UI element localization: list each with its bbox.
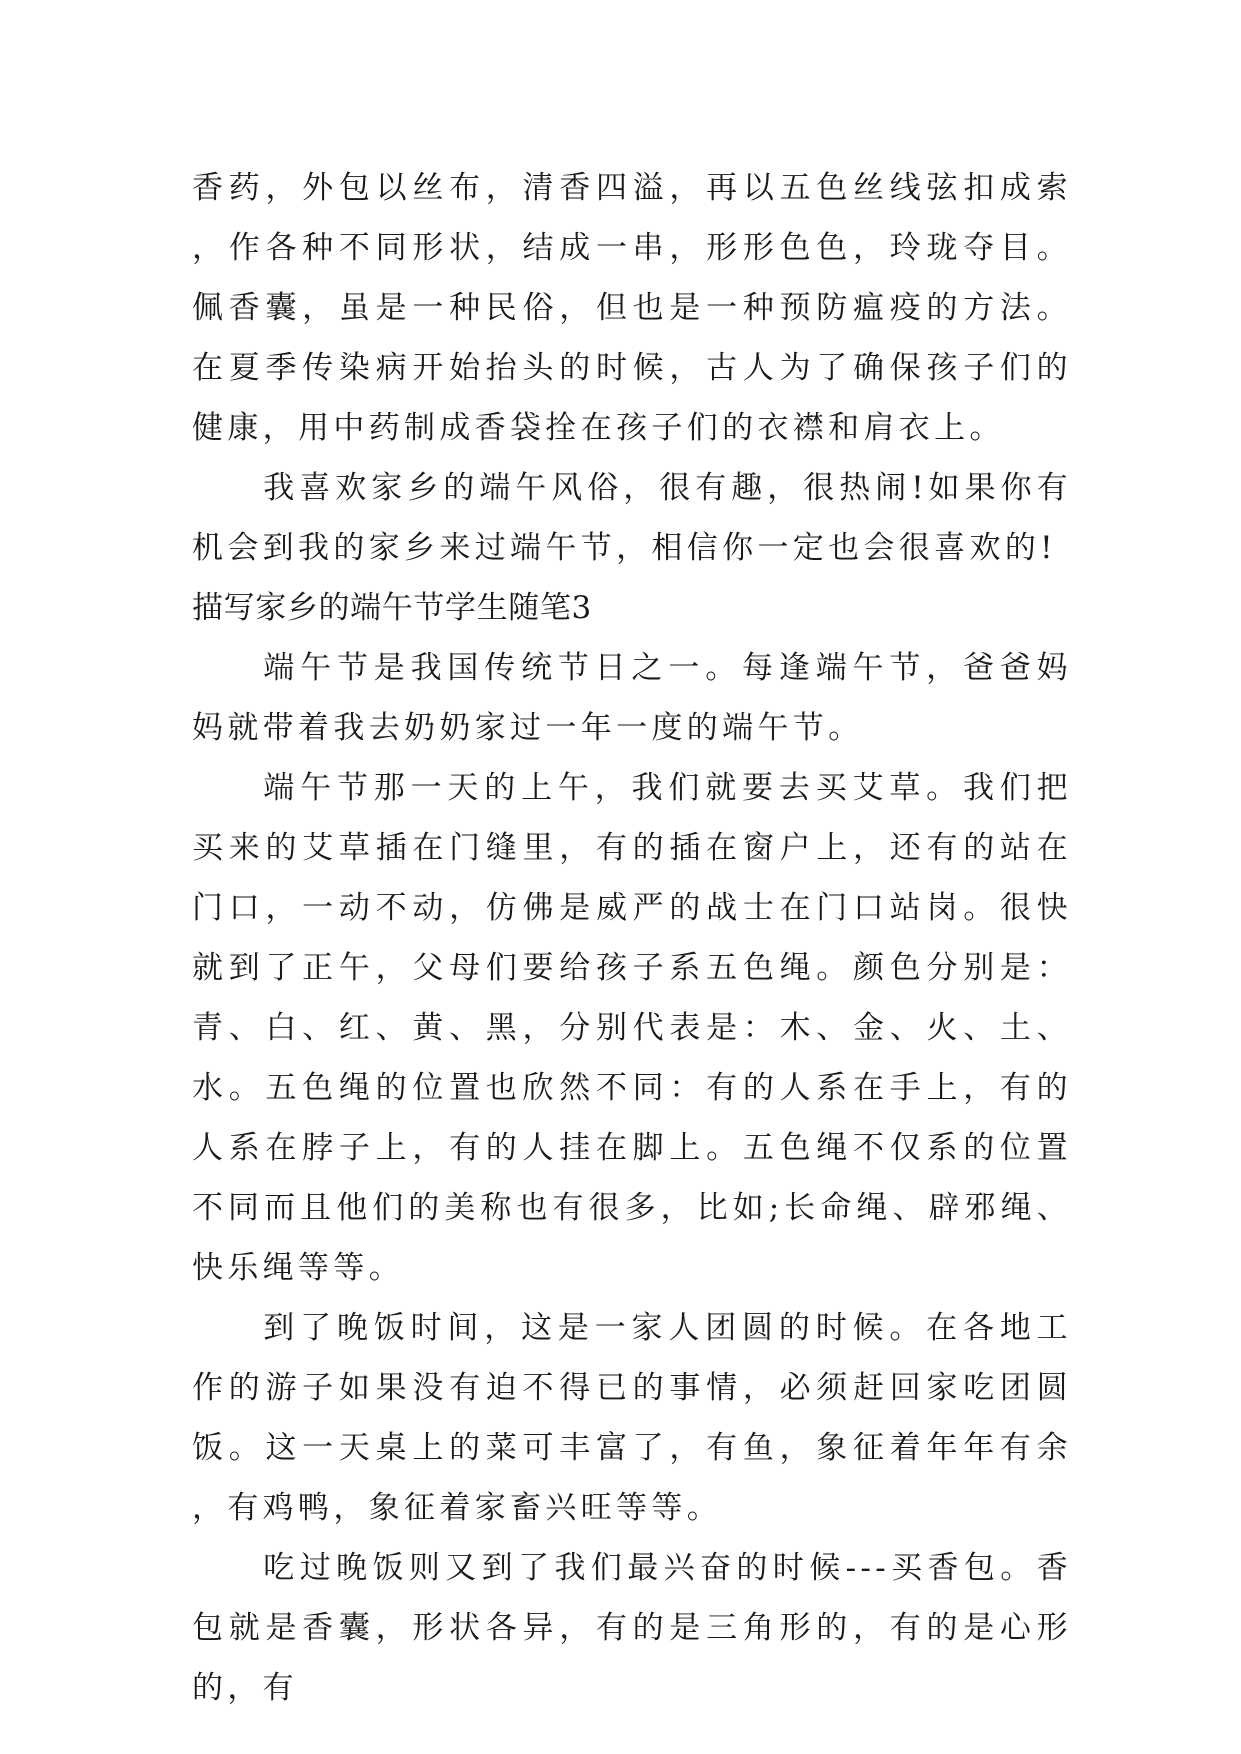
paragraph: 端午节是我国传统节日之一。每逢端午节，爸爸妈妈就带着我去奶奶家过一年一度的端午节。: [192, 650, 1072, 746]
section-title: 描写家乡的端午节学生随笔3: [192, 590, 592, 626]
paragraph: 端午节那一天的上午，我们就要去买艾草。我们把买来的艾草插在门缝里，有的插在窗户上，还有的站在门口，一动不动，仿佛是威严的战士在门口站岗。很快就到了正午，父母们要给孩子系五色绳。颜色分别是：青、白、红、黄、黑，分别代表是：木、金、火、土、水。五色绳的位置也欣然不同：有的人系在手上，有的人系在脖子上，有的人挂在脚上。五色绳不仅系的位置不同而且他们的美称也有很多，比如;长命绳、辟邪绳、快乐绳等等。: [192, 770, 1072, 1286]
paragraph: 我喜欢家乡的端午风俗，很有趣，很热闹!如果你有机会到我的家乡来过端午节，相信你一定也会很喜欢的!: [192, 470, 1072, 566]
paragraph: 吃过晚饭则又到了我们最兴奋的时候---买香包。香包就是香囊，形状各异，有的是三角形的，有的是心形的，有: [192, 1550, 1072, 1706]
paragraph: 香药，外包以丝布，清香四溢，再以五色丝线弦扣成索，作各种不同形状，结成一串，形形色色，玲珑夺目。佩香囊，虽是一种民俗，但也是一种预防瘟疫的方法。在夏季传染病开始抬头的时候，古人为了确保孩子们的健康，用中药制成香袋拴在孩子们的衣襟和肩衣上。: [192, 170, 1072, 446]
paragraph: 到了晚饭时间，这是一家人团圆的时候。在各地工作的游子如果没有迫不得已的事情，必须赶回家吃团圆饭。这一天桌上的菜可丰富了，有鱼，象征着年年有余，有鸡鸭，象征着家畜兴旺等等。: [192, 1310, 1072, 1526]
document-body: [192, 158, 1072, 1718]
